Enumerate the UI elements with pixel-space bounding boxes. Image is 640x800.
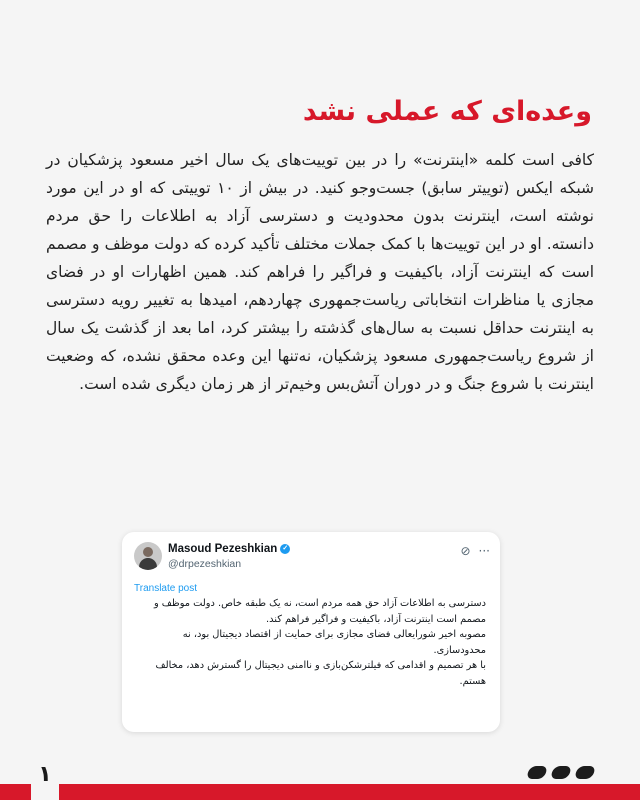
footer-bar xyxy=(0,784,640,800)
tweet-line: مصوبه اخیر شورایعالی فضای مجازی برای حمایت از اقتصاد دیجیتال بود، نه محدودسازی. xyxy=(182,629,486,656)
translate-post-link[interactable]: Translate post xyxy=(134,583,197,594)
tweet-line: با هر تصمیم و اقدامی که فیلترشکن‌بازی و ناامنی دیجیتال را گسترش دهد، مخالف هستم. xyxy=(155,660,486,687)
brand-dots-logo xyxy=(528,764,594,782)
more-options-icon[interactable]: ··· xyxy=(478,544,490,558)
tweet-line: دسترسی به اطلاعات آزاد حق همه مردم است، نه یک طبقه خاص. دولت موظف و مصمم است اینترنت آزاد، باکیفیت و فراگیر فراهم کند. xyxy=(153,598,486,625)
verified-badge-icon: ✓ xyxy=(280,544,290,554)
tweet-text xyxy=(136,596,486,690)
body-paragraph: کافی است کلمه «اینترنت» را در بین توییت‌های یک سال اخیر مسعود پزشکیان در شبکه ایکس (توییتر سابق) جست‌وجو کنید. در بیش از ۱۰ توییتی که او در این مورد نوشته است، اینترنت بدون محدودیت و دسترسی آزاد به اطلاعات را حق مردم دانسته. او در این توییت‌ها با کمک جملات مختلف تأکید کرده که دولت موظف و مصمم است که اینترنت آزاد، باکیفیت و فراگیر را فراهم کند. همین اظهارات او در فضای مجازی یا مناظرات انتخاباتی ریاست‌جمهوری چهاردهم، امیدها به تغییر رویه دسترسی به اینترنت حداقل نسبت به سال‌های گذشته را بیشتر کرد، اما بعد از گذشت یک سال از شروع ریاست‌جمهوری مسعود پزشکیان، نه‌تنها این وعده محقق نشده، که وضعیت اینترنت با شروع جنگ و در دوران آتش‌بس وخیم‌تر از هر زمان دیگری شده است. xyxy=(46,151,594,393)
tweet-author-name-text: Masoud Pezeshkian xyxy=(168,543,278,555)
avatar[interactable] xyxy=(134,542,162,570)
article-headline: وعده‌ای که عملی نشد xyxy=(302,96,592,127)
tweet-actions xyxy=(452,544,490,558)
tweet-author-handle[interactable]: @drpezeshkian xyxy=(168,558,242,570)
article-body xyxy=(46,146,594,398)
grok-icon[interactable]: ⊘ xyxy=(460,544,471,558)
tweet-author-name[interactable] xyxy=(168,543,290,555)
page-number: ۱ xyxy=(38,762,52,787)
embedded-tweet-card[interactable] xyxy=(122,532,500,732)
